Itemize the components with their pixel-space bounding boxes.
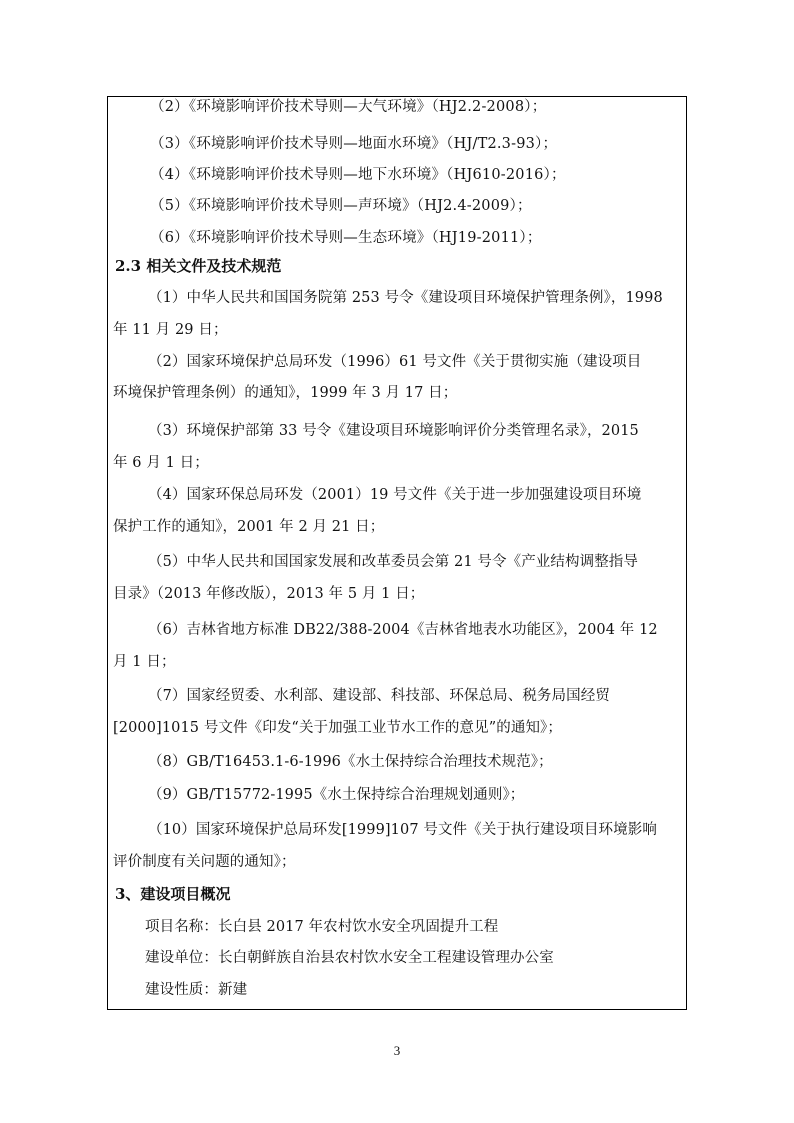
regulation-line: 年 11 月 29 日； — [113, 322, 228, 338]
section-heading: 3、建设项目概况 — [115, 885, 231, 903]
regulation-line: 目录》（2013 年修改版），2013 年 5 月 1 日； — [113, 586, 425, 602]
regulation-line: 保护工作的通知》，2001 年 2 月 21 日； — [113, 519, 385, 535]
regulation-line: （5）中华人民共和国国家发展和改革委员会第 21 号令《产业结构调整指导 — [148, 554, 638, 570]
guideline-item: （4）《环境影响评价技术导则—地下水环境》（HJ610-2016）； — [150, 167, 566, 183]
project-info-line: 建设性质：新建 — [145, 982, 248, 998]
regulation-line: （8）GB/T16453.1-6-1996《水土保持综合治理技术规范》； — [148, 754, 553, 770]
regulation-line: （1）中华人民共和国国务院第 253 号令《建设项目环境保护管理条例》，1998 — [148, 290, 663, 306]
regulation-line: （10）国家环境保护总局环发[1999]107 号文件《关于执行建设项目环境影响 — [148, 822, 657, 838]
regulation-line: （6）吉林省地方标准 DB22/388-2004《吉林省地表水功能区》，2004 年 12 — [148, 622, 658, 638]
guideline-item: （3）《环境影响评价技术导则—地面水环境》（HJ/T2.3-93）； — [150, 136, 558, 152]
guideline-item: （2）《环境影响评价技术导则—大气环境》（HJ2.2-2008）； — [150, 99, 547, 115]
regulation-line: 评价制度有关问题的通知》； — [113, 854, 296, 870]
regulation-line: （7）国家经贸委、水利部、建设部、科技部、环保总局、税务局国经贸 — [148, 688, 610, 704]
regulation-line: 年 6 月 1 日； — [113, 455, 209, 471]
regulation-line: 环境保护管理条例）的通知》，1999 年 3 月 17 日； — [113, 385, 458, 401]
regulation-line: （2）国家环境保护总局环发（1996）61 号文件《关于贯彻实施（建设项目 — [148, 354, 642, 370]
project-info-line: 建设单位：长白朝鲜族自治县农村饮水安全工程建设管理办公室 — [145, 950, 554, 966]
page-number: 3 — [393, 1043, 401, 1058]
project-info-line: 项目名称：长白县 2017 年农村饮水安全巩固提升工程 — [145, 919, 499, 935]
regulation-line: （4）国家环保总局环发（2001）19 号文件《关于进一步加强建设项目环境 — [148, 487, 642, 503]
regulation-line: （9）GB/T15772-1995《水土保持综合治理规划通则》； — [148, 787, 525, 803]
regulation-line: 月 1 日； — [113, 654, 176, 670]
guideline-item: （6）《环境影响评价技术导则—生态环境》（HJ19-2011）； — [150, 230, 542, 246]
regulation-line: （3）环境保护部第 33 号令《建设项目环境影响评价分类管理名录》，2015 — [148, 423, 639, 439]
guideline-item: （5）《环境影响评价技术导则—声环境》（HJ2.4-2009）； — [150, 198, 532, 214]
section-heading: 2.3 相关文件及技术规范 — [115, 257, 282, 275]
regulation-line: [2000]1015 号文件《印发“关于加强工业节水工作的意见”的通知》； — [113, 720, 562, 736]
